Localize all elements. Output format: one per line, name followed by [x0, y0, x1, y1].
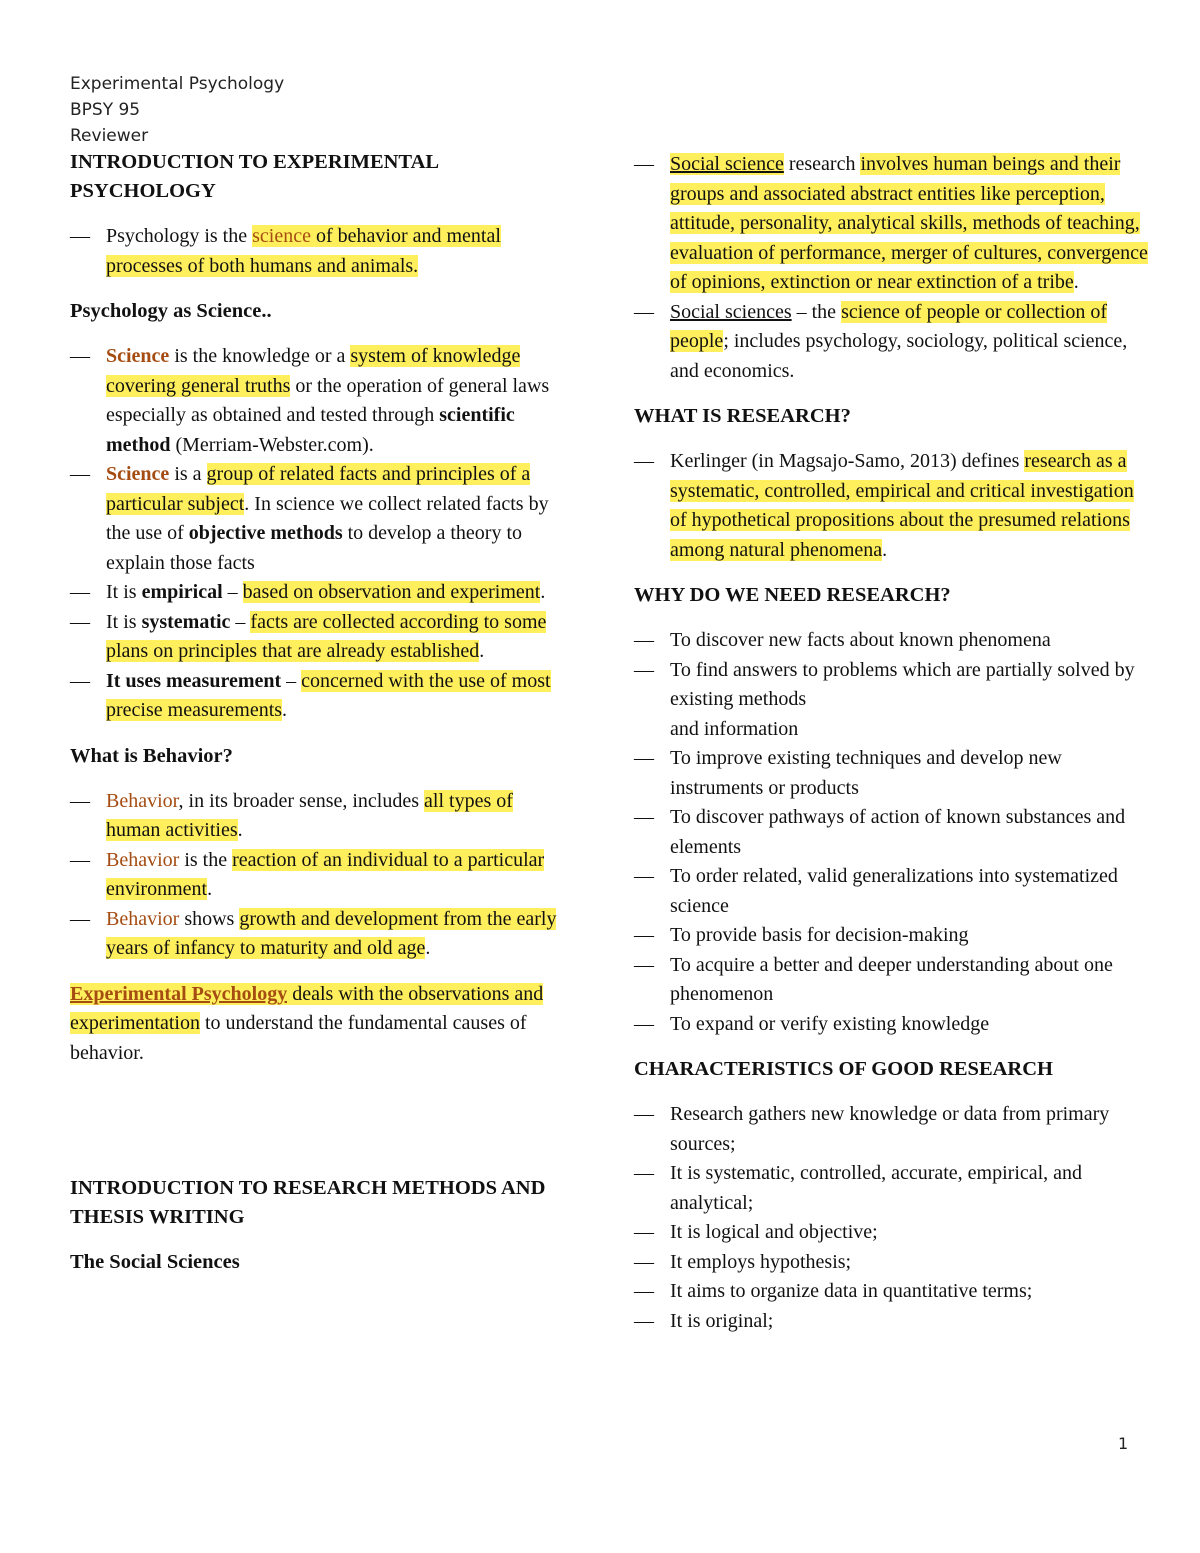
dash-bullet: — — [634, 865, 654, 887]
list-item: — To order related, valid generalizations into systematized science — [634, 862, 1154, 921]
characteristics-list — [634, 1100, 1154, 1336]
social-science-definition-2: — Social sciences – the science of people or collection of people; includes psychology, sociology, political science, and economics. — [634, 298, 1154, 387]
dash-bullet: — — [70, 581, 90, 603]
science-definition-1: — Science is the knowledge or a system of knowledge covering general truths or the operation of general laws especially as obtained and tested through scientific method (Merriam-Webster.com). — [70, 342, 570, 460]
dash-bullet: — — [70, 345, 90, 367]
list-item: — It is logical and objective; — [634, 1218, 1154, 1248]
dash-bullet: — — [634, 1103, 654, 1125]
dash-bullet: — — [634, 629, 654, 651]
dash-bullet: — — [634, 1012, 654, 1035]
science-definition-2: — Science is a group of related facts and principles of a particular subject. In science we collect related facts by the use of objective methods to develop a theory to explain those facts — [70, 460, 570, 578]
intro-heading: INTRODUCTION TO EXPERIMENTAL PSYCHOLOGY — [70, 151, 438, 202]
list-item: — To improve existing techniques and develop new instruments or products — [634, 744, 1154, 803]
list-item: — It aims to organize data in quantitative terms; — [634, 1277, 1154, 1307]
dash-bullet: — — [634, 806, 654, 828]
empirical-item: — It is empirical – based on observation and experiment. — [70, 578, 570, 608]
what-is-research-heading: WHAT IS RESEARCH? — [634, 405, 851, 427]
behavior-definition-3: — Behavior shows growth and development from the early years of infancy to maturity and old age. — [70, 905, 570, 964]
kerlinger-definition: — Kerlinger (in Magsajo-Samo, 2013) defines research as a systematic, controlled, empirical and critical investigation of hypothetical propositions about the presumed relations among natural phenomena. — [634, 447, 1154, 565]
list-item: — It is systematic, controlled, accurate, empirical, and analytical; — [634, 1159, 1154, 1218]
dash-bullet: — — [70, 789, 90, 812]
characteristics-heading: CHARACTERISTICS OF GOOD RESEARCH — [634, 1058, 1053, 1080]
measurement-item: — It uses measurement – concerned with the use of most precise measurements. — [70, 667, 570, 726]
list-item: — To discover pathways of action of known substances and elements — [634, 803, 1154, 862]
social-sciences-heading: The Social Sciences — [70, 1251, 240, 1273]
list-item: — It employs hypothesis; — [634, 1248, 1154, 1278]
dash-bullet: — — [634, 1250, 654, 1273]
dash-bullet: — — [70, 610, 90, 633]
right-column — [634, 150, 1154, 1336]
psychology-definition: — Psychology is the science of behavior and mental processes of both humans and animals. — [70, 222, 570, 281]
dash-bullet: — — [634, 300, 654, 323]
dash-bullet: — — [70, 225, 90, 247]
behavior-definition-1: — Behavior, in its broader sense, includes all types of human activities. — [70, 787, 570, 846]
dash-bullet: — — [634, 1280, 654, 1302]
dash-bullet: — — [70, 463, 90, 485]
dash-bullet: — — [70, 907, 90, 930]
research-methods-heading: INTRODUCTION TO RESEARCH METHODS AND THESIS WRITING — [70, 1177, 546, 1228]
doc-header-course: BPSY 95 — [70, 100, 141, 120]
doc-header-subtitle: Reviewer — [70, 126, 149, 146]
dash-bullet: — — [70, 669, 90, 692]
dash-bullet: — — [634, 1162, 654, 1184]
behavior-definition-2: — Behavior is the reaction of an individual to a particular environment. — [70, 846, 570, 905]
dash-bullet: — — [634, 747, 654, 769]
list-item: — To expand or verify existing knowledge — [634, 1010, 1154, 1040]
psych-as-science-heading: Psychology as Science.. — [70, 300, 272, 322]
list-item: — To provide basis for decision-making — [634, 921, 1154, 951]
page-number: 1 — [1118, 1434, 1129, 1453]
why-research-heading: WHY DO WE NEED RESEARCH? — [634, 584, 951, 606]
list-item: — To find answers to problems which are partially solved by existing methods and information — [634, 656, 1154, 745]
social-science-definition-1: — Social science research involves human beings and their groups and associated abstract entities like perception, attitude, personality, analytical skills, methods of teaching, evaluation of performance, merger of cultures, convergence of opinions, extinction or near extinction of a tribe. — [634, 150, 1154, 298]
list-item: — Research gathers new knowledge or data from primary sources; — [634, 1100, 1154, 1159]
dash-bullet: — — [634, 153, 654, 175]
dash-bullet: — — [634, 450, 654, 472]
dash-bullet: — — [634, 1309, 654, 1332]
dash-bullet: — — [634, 924, 654, 946]
left-column — [70, 148, 570, 1277]
systematic-item: — It is systematic – facts are collected according to some plans on principles that are already established. — [70, 608, 570, 667]
list-item: — To discover new facts about known phenomena — [634, 626, 1154, 656]
list-item: — It is original; — [634, 1307, 1154, 1337]
dash-bullet: — — [634, 953, 654, 976]
dash-bullet: — — [634, 1221, 654, 1243]
dash-bullet: — — [634, 658, 654, 681]
experimental-psychology-paragraph: Experimental Psychology deals with the observations and experimentation to understand the fundamental causes of behavior. — [70, 982, 544, 1064]
dash-bullet: — — [70, 848, 90, 871]
behavior-heading: What is Behavior? — [70, 744, 233, 767]
list-item: — To acquire a better and deeper understanding about one phenomenon — [634, 951, 1154, 1010]
why-research-list — [634, 626, 1154, 1039]
doc-header-title: Experimental Psychology — [70, 74, 285, 94]
